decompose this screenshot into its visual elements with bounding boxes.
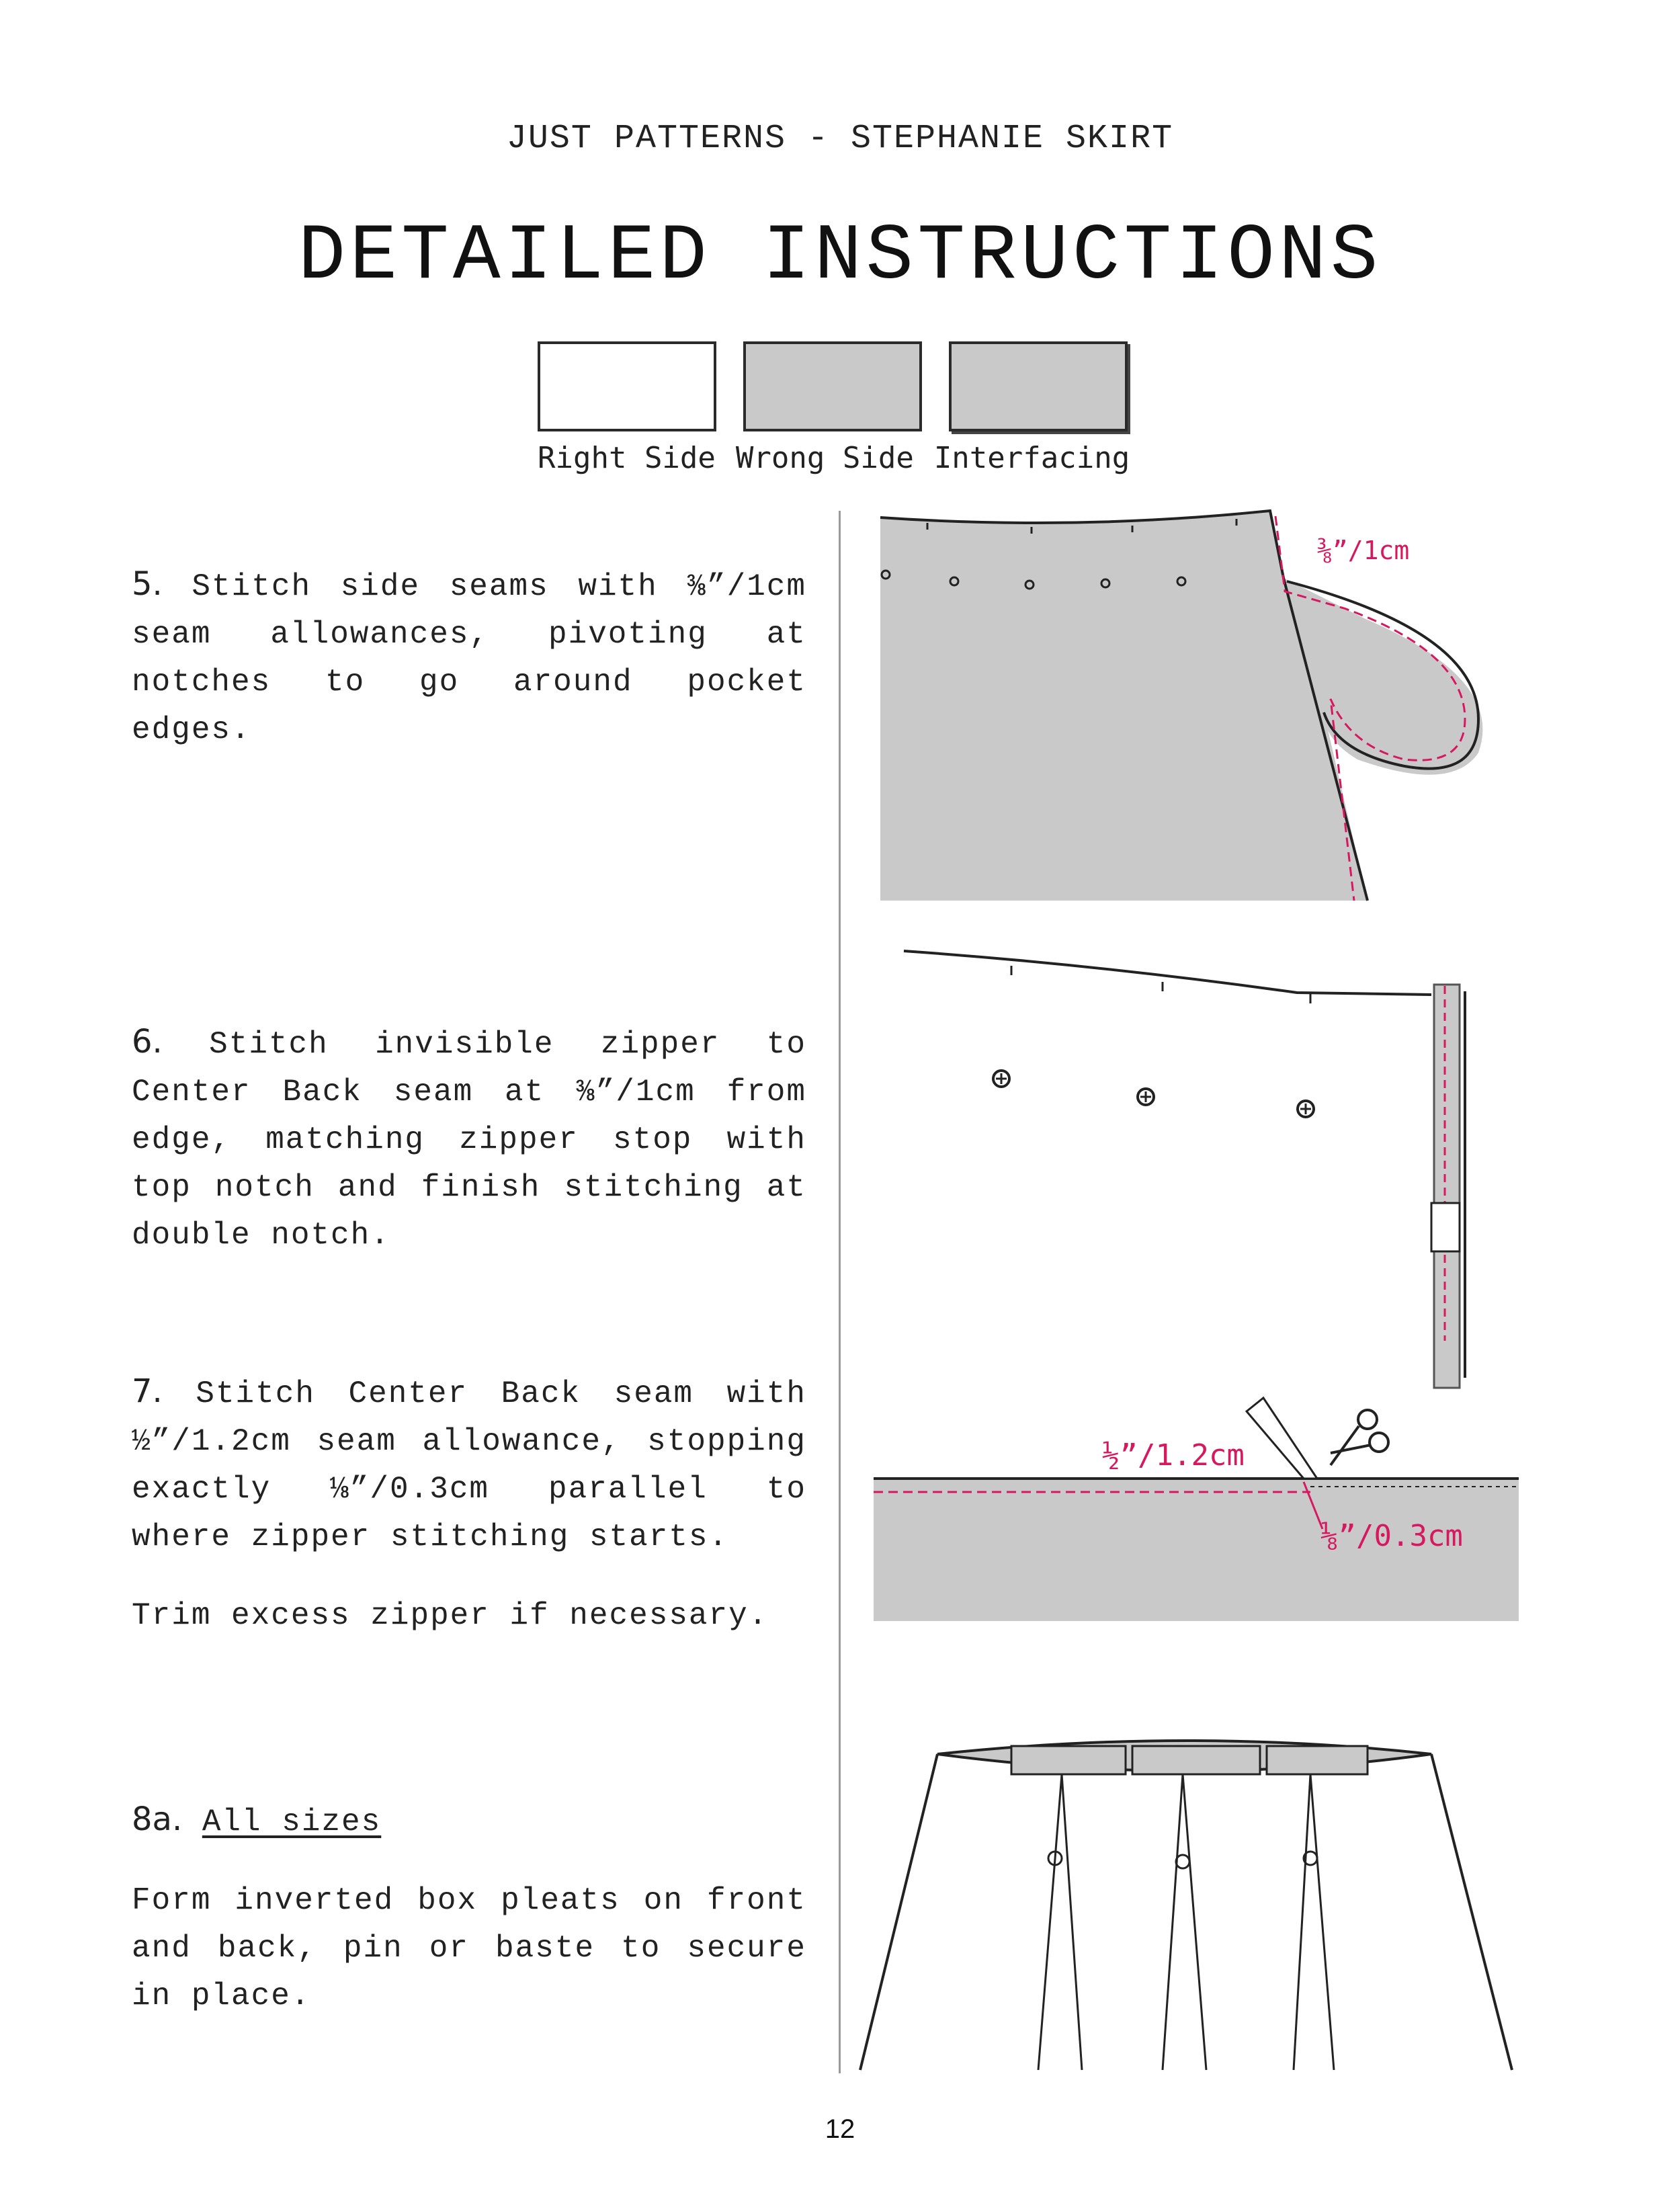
wrong-side-swatch xyxy=(743,341,922,431)
step-number: 8a. xyxy=(132,1800,183,1838)
pin-markers xyxy=(1048,1852,1317,1868)
step-text: Stitch invisible zipper to Center Back seam at ⅜”/1cm from edge, matching zipper stop with top notch and finish stitching at double notch. xyxy=(132,1027,806,1253)
page-title: DETAILED INSTRUCTIONS xyxy=(298,212,1382,302)
invisible-zipper-illustration xyxy=(894,938,1485,1395)
step-text: Form inverted box pleats on front and back, pin or baste to secure in place. xyxy=(132,1883,806,2014)
document-header: JUST PATTERNS - STEPHANIE SKIRT xyxy=(506,120,1174,158)
center-back-seam-illustration xyxy=(874,1391,1532,1640)
scissors-icon xyxy=(1331,1410,1388,1465)
step-7 xyxy=(132,1368,806,1640)
side-seam-pocket-illustration xyxy=(874,497,1505,914)
step-6 xyxy=(132,1018,806,1259)
interfacing-swatch xyxy=(949,341,1128,431)
box-pleats-illustration xyxy=(853,1734,1525,2083)
column-divider xyxy=(839,511,841,2073)
buttonhole-markers xyxy=(993,1071,1314,1117)
seam-allowance-label: ½”/1.2cm xyxy=(1102,1438,1245,1473)
step-heading: All sizes xyxy=(202,1805,382,1839)
legend-wrong-side-label: Wrong Side xyxy=(735,441,914,475)
step-number: 7. xyxy=(132,1372,163,1410)
step-number: 5. xyxy=(132,565,163,603)
step-5 xyxy=(132,561,806,754)
step-text: Stitch Center Back seam with ½”/1.2cm seam allowance, stopping exactly ⅛”/0.3cm parallel to where zipper stitching starts. xyxy=(132,1376,806,1555)
page-number: 12 xyxy=(825,2114,855,2144)
step-text: Stitch side seams with ⅜”/1cm seam allowances, pivoting at notches to go around pocket edges. xyxy=(132,569,807,747)
legend-labels xyxy=(538,441,1150,475)
right-side-swatch xyxy=(538,341,716,431)
legend-right-side-label: Right Side xyxy=(538,441,716,475)
step-8a xyxy=(132,1796,806,2020)
legend-interfacing-label: Interfacing xyxy=(933,441,1130,475)
step-number: 6. xyxy=(132,1023,163,1061)
stop-distance-label: ⅛”/0.3cm xyxy=(1320,1519,1463,1553)
step-note: Trim excess zipper if necessary. xyxy=(132,1598,769,1633)
seam-allowance-label: ⅜”/1cm xyxy=(1317,536,1410,565)
